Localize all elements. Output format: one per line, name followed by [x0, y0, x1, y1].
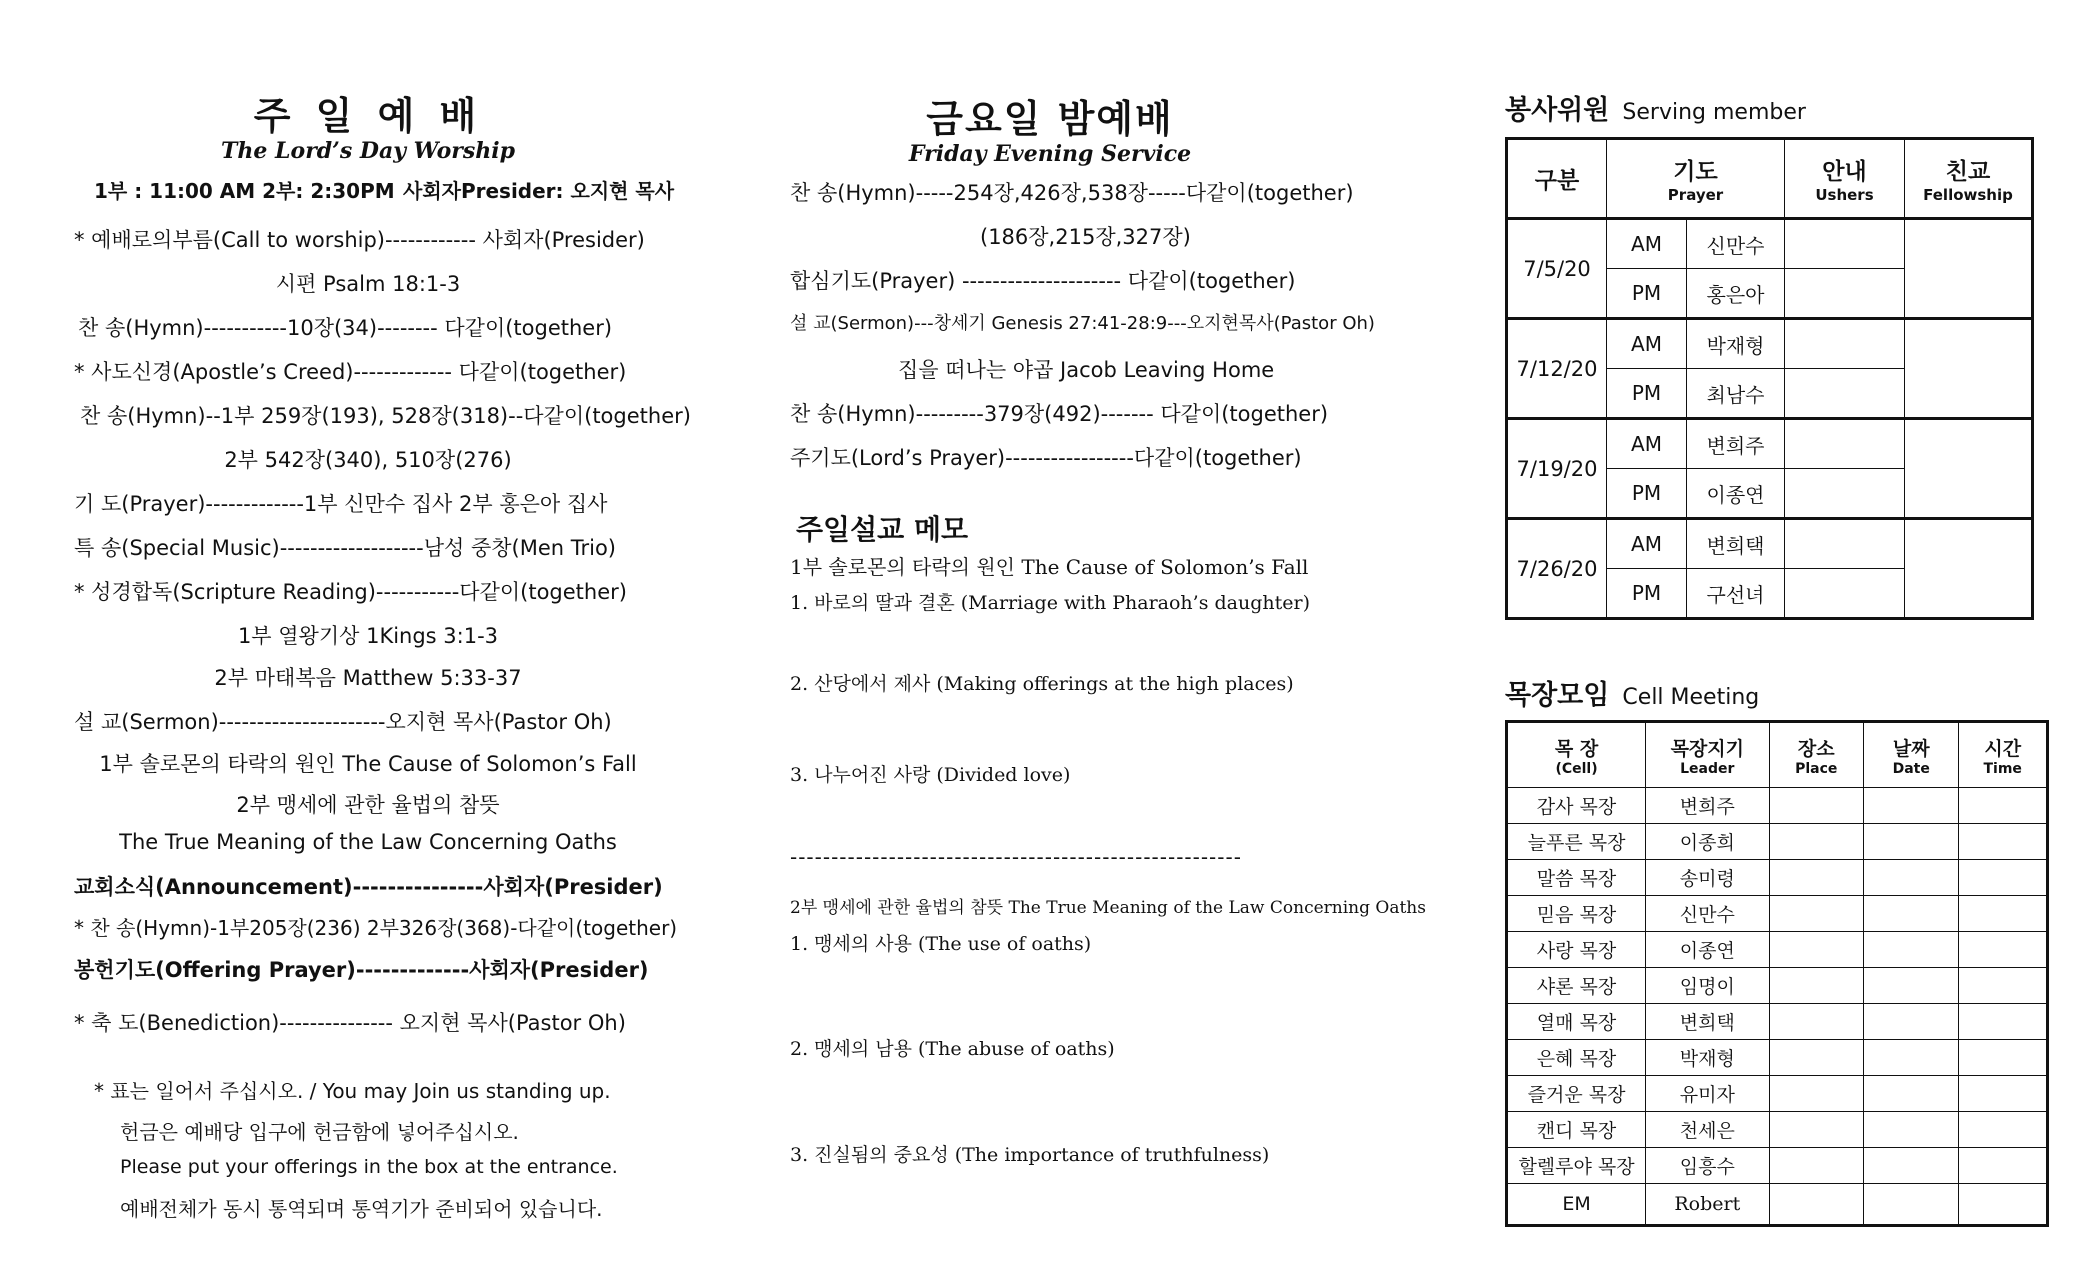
header-label-ko: 구분 — [1534, 168, 1580, 194]
table-cell — [1864, 788, 1959, 824]
slot-label: PM — [1607, 269, 1687, 319]
serving-date: 7/5/20 — [1507, 219, 1607, 319]
table-cell — [1769, 896, 1864, 932]
table-row — [1507, 824, 2048, 860]
memo-point: 2. 맹세의 남용 (The abuse of oaths) — [790, 1038, 1115, 1060]
cell-section-title — [1505, 673, 1759, 712]
order-item: 교회소식(Announcement)---------------사회자(Presider) — [74, 875, 663, 899]
cell-name: 감사 목장 — [1507, 788, 1646, 824]
cell-name: 은혜 목장 — [1507, 1040, 1646, 1076]
header-label-en: Ushers — [1815, 186, 1874, 204]
memo-part2-title: 2부 맹세에 관한 율법의 참뜻 The True Meaning of the Law Concerning Oaths — [790, 898, 1426, 918]
table-cell — [1959, 1148, 2048, 1184]
prayer-name: 최남수 — [1687, 369, 1785, 419]
header-place — [1769, 722, 1864, 788]
table-row — [1507, 519, 2033, 569]
cell-name: 캔디 목장 — [1507, 1112, 1646, 1148]
header-ushers — [1785, 139, 1905, 219]
order-item: 찬 송(Hymn)-----------10장(34)-------- 다같이(together) — [78, 316, 613, 340]
prayer-name: 신만수 — [1687, 219, 1785, 269]
table-cell — [1864, 1040, 1959, 1076]
cell-name: 열매 목장 — [1507, 1004, 1646, 1040]
friday-item: 합심기도(Prayer) --------------------- 다같이(together) — [790, 269, 1296, 293]
order-item: 특 송(Special Music)-------------------남성 중창(Men Trio) — [74, 536, 616, 560]
cell-leader: 변희주 — [1646, 788, 1769, 824]
table-cell — [1864, 1112, 1959, 1148]
cell-leader: Robert — [1646, 1184, 1769, 1226]
memo-divider: ------------------------------------------------------- — [790, 845, 1242, 869]
table-cell — [1959, 1076, 2048, 1112]
order-item: * 사도신경(Apostle’s Creed)------------- 다같이(together) — [74, 360, 627, 384]
serving-title-en: Serving member — [1622, 100, 1806, 125]
cell-name: 믿음 목장 — [1507, 896, 1646, 932]
serving-table — [1505, 137, 2034, 620]
table-row — [1507, 419, 2033, 469]
cell-name: 샤론 목장 — [1507, 968, 1646, 1004]
sunday-title: 주 일 예 배 — [253, 94, 483, 138]
header-label-ko: 목장지기 — [1670, 737, 1744, 760]
order-item: 2부 맹세에 관한 율법의 참뜻 — [236, 793, 500, 817]
table-row — [1507, 1004, 2048, 1040]
table-row — [1507, 860, 2048, 896]
order-item: 2부 마태복음 Matthew 5:33-37 — [214, 666, 522, 690]
fellowship-cell — [1905, 419, 2033, 519]
presider: 사회자Presider: 오지현 목사 — [403, 179, 675, 203]
table-cell — [1769, 1040, 1864, 1076]
header-label-en: Place — [1795, 760, 1838, 777]
table-row — [1507, 1148, 2048, 1184]
ushers-cell — [1785, 219, 1905, 269]
header-label-en: Leader — [1680, 760, 1735, 777]
table-cell — [1864, 1184, 1959, 1226]
header-label-ko: 친교 — [1945, 159, 1991, 185]
cell-name: 즐거운 목장 — [1507, 1076, 1646, 1112]
order-item: 시편 Psalm 18:1-3 — [275, 272, 461, 296]
cell-leader: 임흥수 — [1646, 1148, 1769, 1184]
cell-title-ko: 목장모임 — [1505, 680, 1610, 711]
slot-label: AM — [1607, 219, 1687, 269]
cell-meeting-table — [1505, 720, 2049, 1227]
ushers-cell — [1785, 369, 1905, 419]
table-cell — [1864, 968, 1959, 1004]
header-date — [1864, 722, 1959, 788]
table-cell — [1769, 1076, 1864, 1112]
prayer-name: 박재형 — [1687, 319, 1785, 369]
table-cell — [1864, 1004, 1959, 1040]
order-item: * 예배로의부름(Call to worship)------------ 사회자(Presider) — [74, 228, 645, 252]
cell-leader: 유미자 — [1646, 1076, 1769, 1112]
order-item: 찬 송(Hymn)--1부 259장(193), 528장(318)--다같이(together) — [80, 404, 691, 428]
table-cell — [1959, 1184, 2048, 1226]
table-cell — [1769, 1004, 1864, 1040]
ushers-cell — [1785, 469, 1905, 519]
header-label-en: (Cell) — [1555, 760, 1598, 777]
table-cell — [1959, 968, 2048, 1004]
order-item: 기 도(Prayer)-------------1부 신만수 집사 2부 홍은아 집사 — [74, 492, 608, 516]
header-label-en: Prayer — [1667, 186, 1724, 204]
table-cell — [1864, 932, 1959, 968]
ushers-cell — [1785, 419, 1905, 469]
serving-date: 7/19/20 — [1507, 419, 1607, 519]
order-item: * 성경합독(Scripture Reading)-----------다같이(together) — [74, 580, 627, 604]
memo-point: 3. 나누어진 사랑 (Divided love) — [790, 764, 1071, 786]
header-category — [1507, 139, 1607, 219]
header-label-en: Fellowship — [1923, 186, 2013, 204]
cell-name: 늘푸른 목장 — [1507, 824, 1646, 860]
table-row — [1507, 319, 2033, 369]
header-label-ko: 목 장 — [1554, 737, 1599, 760]
order-item: 2부 542장(340), 510장(276) — [224, 448, 512, 472]
header-prayer — [1607, 139, 1785, 219]
table-cell — [1769, 788, 1864, 824]
friday-item: 찬 송(Hymn)---------379장(492)------- 다같이(together) — [790, 402, 1329, 426]
table-row — [1507, 1184, 2048, 1226]
table-cell — [1864, 1148, 1959, 1184]
slot-label: PM — [1607, 369, 1687, 419]
table-cell — [1959, 932, 2048, 968]
cell-name: 사랑 목장 — [1507, 932, 1646, 968]
table-cell — [1959, 824, 2048, 860]
header-fellowship — [1905, 139, 2033, 219]
friday-title: 금요일 밤예배 — [926, 97, 1174, 141]
note: 헌금은 예배당 입구에 헌금함에 넣어주십시오. — [120, 1120, 519, 1144]
friday-item: (186장,215장,327장) — [980, 225, 1191, 249]
friday-item: 설 교(Sermon)---창세기 Genesis 27:41-28:9---오지현목사(Pastor Oh) — [790, 313, 1375, 334]
order-item: 설 교(Sermon)----------------------오지현 목사(Pastor Oh) — [74, 710, 612, 734]
prayer-name: 홍은아 — [1687, 269, 1785, 319]
table-cell — [1864, 896, 1959, 932]
memo-title: 주일설교 메모 — [796, 513, 969, 546]
ushers-cell — [1785, 269, 1905, 319]
ushers-cell — [1785, 519, 1905, 569]
header-label-ko: 장소 — [1797, 737, 1835, 760]
table-cell — [1959, 1040, 2048, 1076]
fellowship-cell — [1905, 519, 2033, 619]
table-cell — [1864, 1076, 1959, 1112]
header-label-ko: 시간 — [1984, 737, 2022, 760]
serving-date: 7/26/20 — [1507, 519, 1607, 619]
cell-leader: 천세은 — [1646, 1112, 1769, 1148]
prayer-name: 변희주 — [1687, 419, 1785, 469]
table-row — [1507, 1076, 2048, 1112]
memo-point: 2. 산당에서 제사 (Making offerings at the high places) — [790, 673, 1294, 695]
prayer-name: 이종연 — [1687, 469, 1785, 519]
header-cell — [1507, 722, 1646, 788]
table-cell — [1959, 788, 2048, 824]
table-cell — [1769, 932, 1864, 968]
table-cell — [1959, 1004, 2048, 1040]
table-cell — [1959, 860, 2048, 896]
order-item: The True Meaning of the Law Concerning Oaths — [119, 830, 617, 854]
slot-label: PM — [1607, 469, 1687, 519]
service-times: 1부 : 11:00 AM 2부: 2:30PM — [94, 179, 395, 203]
fellowship-cell — [1905, 319, 2033, 419]
cell-leader: 변희택 — [1646, 1004, 1769, 1040]
header-leader — [1646, 722, 1769, 788]
serving-title-ko: 봉사위원 — [1505, 95, 1610, 126]
cell-title-en: Cell Meeting — [1622, 685, 1760, 710]
table-cell — [1864, 860, 1959, 896]
table-row — [1507, 896, 2048, 932]
fellowship-cell — [1905, 219, 2033, 319]
friday-subtitle: Friday Evening Service — [908, 141, 1192, 167]
cell-name: EM — [1507, 1184, 1646, 1226]
memo-point: 1. 바로의 딸과 결혼 (Marriage with Pharaoh’s daughter) — [790, 592, 1310, 614]
table-cell — [1769, 860, 1864, 896]
cell-leader: 임명이 — [1646, 968, 1769, 1004]
header-label-ko: 기도 — [1673, 159, 1718, 185]
table-cell — [1769, 1184, 1864, 1226]
friday-item: 찬 송(Hymn)-----254장,426장,538장-----다같이(together) — [790, 181, 1354, 205]
cell-name: 말씀 목장 — [1507, 860, 1646, 896]
header-label-ko: 안내 — [1822, 159, 1867, 185]
cell-name: 할렐루야 목장 — [1507, 1148, 1646, 1184]
table-cell — [1769, 1112, 1864, 1148]
slot-label: AM — [1607, 419, 1687, 469]
serving-header-row — [1507, 139, 2033, 219]
memo-point: 3. 진실됨의 중요성 (The importance of truthfulness) — [790, 1144, 1270, 1166]
note: Please put your offerings in the box at the entrance. — [120, 1156, 618, 1178]
note: * 표는 일어서 주십시오. / You may Join us standing up. — [94, 1079, 611, 1103]
table-row — [1507, 968, 2048, 1004]
ushers-cell — [1785, 569, 1905, 619]
order-item: * 찬 송(Hymn)-1부205장(236) 2부326장(368)-다같이(together) — [74, 916, 678, 940]
table-cell — [1864, 824, 1959, 860]
cell-leader: 이종연 — [1646, 932, 1769, 968]
ushers-cell — [1785, 319, 1905, 369]
order-item: * 축 도(Benediction)--------------- 오지현 목사(Pastor Oh) — [74, 1011, 626, 1035]
memo-point: 1. 맹세의 사용 (The use of oaths) — [790, 933, 1092, 955]
cell-leader: 송미령 — [1646, 860, 1769, 896]
serving-section-title — [1505, 88, 1806, 127]
table-cell — [1959, 896, 2048, 932]
table-row — [1507, 1112, 2048, 1148]
header-label-ko: 날짜 — [1892, 737, 1930, 760]
table-row — [1507, 1040, 2048, 1076]
table-cell — [1959, 1112, 2048, 1148]
prayer-name: 구선녀 — [1687, 569, 1785, 619]
cell-leader: 이종희 — [1646, 824, 1769, 860]
sunday-subtitle: The Lord’s Day Worship — [221, 138, 515, 164]
table-row — [1507, 788, 2048, 824]
memo-part1-title: 1부 솔로몬의 타락의 원인 The Cause of Solomon’s Fall — [790, 555, 1309, 579]
prayer-name: 변희택 — [1687, 519, 1785, 569]
table-cell — [1769, 1148, 1864, 1184]
serving-date: 7/12/20 — [1507, 319, 1607, 419]
table-row — [1507, 932, 2048, 968]
slot-label: AM — [1607, 519, 1687, 569]
table-row — [1507, 219, 2033, 269]
friday-item: 주기도(Lord’s Prayer)-----------------다같이(together) — [790, 446, 1302, 470]
note: 예배전체가 동시 통역되며 통역기가 준비되어 있습니다. — [120, 1197, 603, 1221]
cell-leader: 신만수 — [1646, 896, 1769, 932]
order-item: 1부 솔로몬의 타락의 원인 The Cause of Solomon’s Fall — [99, 752, 637, 776]
table-cell — [1769, 824, 1864, 860]
friday-item: 집을 떠나는 야곱 Jacob Leaving Home — [898, 358, 1275, 382]
table-cell — [1769, 968, 1864, 1004]
header-time — [1959, 722, 2048, 788]
slot-label: AM — [1607, 319, 1687, 369]
cell-leader: 박재형 — [1646, 1040, 1769, 1076]
slot-label: PM — [1607, 569, 1687, 619]
header-label-en: Time — [1983, 760, 2022, 777]
header-label-en: Date — [1892, 760, 1930, 777]
cell-header-row — [1507, 722, 2048, 788]
order-item: 봉헌기도(Offering Prayer)-------------사회자(Presider) — [74, 958, 649, 982]
order-item: 1부 열왕기상 1Kings 3:1-3 — [237, 624, 499, 648]
